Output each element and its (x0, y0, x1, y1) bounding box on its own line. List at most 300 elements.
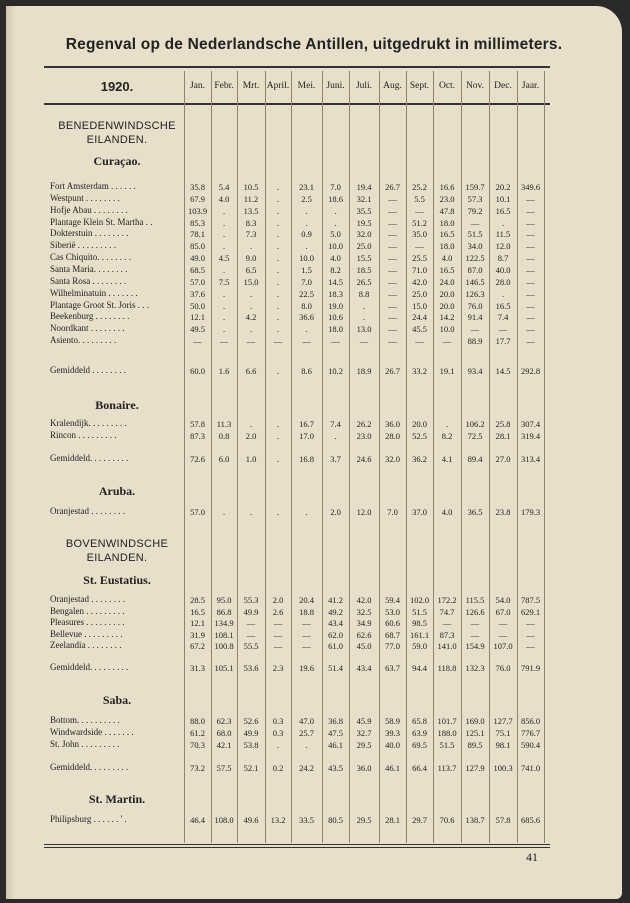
average-row-cell: 100.3 (493, 763, 513, 773)
average-row-cell: 105.1 (214, 663, 234, 673)
station-row-cell: 25.2 (412, 182, 427, 192)
station-row-cell: 41.2 (328, 595, 343, 605)
station-row-cell: 10.5 (243, 182, 259, 192)
station-row-cell: 36.0 (385, 419, 400, 429)
column-header: Nov. (465, 81, 485, 91)
station-row-cell: . (222, 229, 226, 239)
station-row-cell: 12.1 (190, 618, 205, 628)
station-row-cell: 776.7 (520, 728, 541, 738)
station-row-cell: 49.2 (328, 607, 343, 617)
average-row-cell: 24.6 (356, 454, 372, 464)
station-row-cell: 4.2 (245, 312, 257, 322)
station-row-cell: 17.7 (495, 336, 511, 346)
station-row-cell: . (276, 312, 280, 322)
column-header: April. (266, 81, 290, 91)
station-row-cell: — (498, 324, 508, 334)
station-row-label: Windwardside . . . . . . . (50, 727, 134, 737)
station-row-cell: 18.6 (328, 194, 343, 204)
station-row-label: St. John . . . . . . . . . (50, 739, 120, 749)
station-row-cell: 7.0 (330, 182, 341, 192)
station-row-cell: 50.0 (190, 301, 205, 311)
station-row-cell: 51.5 (467, 229, 483, 239)
station-row-cell: 26.7 (385, 182, 400, 192)
station-row-cell: 70.6 (439, 815, 455, 825)
page-title: Regenval op de Nederlandsche Antillen, uitgedrukt in millimeters. (65, 36, 563, 53)
station-row-cell: 47.5 (328, 728, 343, 738)
station-row-cell: — (526, 312, 535, 322)
station-row-cell: 4.0 (330, 253, 341, 263)
station-row-cell: 11.2 (243, 194, 259, 204)
station-row-cell: 62.3 (216, 716, 232, 726)
island-heading: St. Martin. (88, 792, 146, 806)
station-row-cell: — (498, 630, 508, 640)
average-row-cell: 791.9 (520, 663, 541, 673)
station-row-cell: . (276, 265, 280, 275)
average-row-cell: 14.5 (495, 366, 511, 376)
station-row-cell: — (470, 618, 480, 628)
station-row-cell: 11.5 (495, 229, 511, 239)
station-row-cell: — (442, 618, 452, 628)
station-row-label: Asiento. . . . . . . . . (50, 335, 117, 345)
page-edge (6, 6, 16, 899)
island-heading: St. Eustatius. (83, 573, 151, 587)
station-row-cell: — (526, 218, 535, 228)
station-row-cell: 14.5 (328, 277, 343, 287)
average-row-cell: 8.6 (301, 366, 312, 376)
station-row-cell: 68.0 (216, 728, 232, 738)
station-row-cell: 80.5 (328, 815, 343, 825)
station-row-cell: 8.3 (245, 218, 257, 228)
station-row-cell: — (442, 336, 452, 346)
station-row-cell: 28.1 (385, 815, 400, 825)
average-row-cell: 72.6 (190, 454, 205, 464)
station-row-cell: 2.0 (330, 507, 341, 517)
station-row-cell: 629.1 (520, 607, 541, 617)
station-row-cell: — (388, 289, 397, 299)
station-row-cell: 13.5 (243, 206, 259, 216)
station-row-cell: 40.0 (495, 265, 511, 275)
station-row-cell: 18.0 (328, 324, 343, 334)
station-row-cell: 47.8 (439, 206, 455, 216)
station-row-cell: . (249, 507, 253, 517)
station-row-cell: 35.5 (356, 206, 372, 216)
station-row-cell: 52.6 (243, 716, 259, 726)
average-row-cell: 57.5 (216, 763, 232, 773)
station-row-cell: 18.8 (299, 607, 314, 617)
station-row-cell: 51.2 (412, 218, 427, 228)
average-row-cell: 24.2 (299, 763, 314, 773)
average-row-cell: 313.4 (520, 454, 541, 464)
average-row-cell: 66.4 (412, 763, 427, 773)
station-row-cell: 25.0 (356, 241, 372, 251)
station-row-cell: — (246, 630, 256, 640)
station-row-cell: . (276, 277, 280, 287)
column-header: Oct. (438, 81, 456, 91)
station-row-cell: 127.7 (493, 716, 513, 726)
station-row-cell: — (388, 336, 397, 346)
station-row-cell: 12.1 (190, 312, 205, 322)
column-rule (544, 71, 545, 843)
station-row-cell: 134.9 (214, 618, 234, 628)
station-row-cell: 28.0 (495, 277, 511, 287)
column-header: Sept. (409, 81, 430, 91)
station-row-cell: 19.0 (328, 301, 343, 311)
station-row-cell: . (305, 206, 308, 216)
average-row-cell: 127.9 (465, 763, 485, 773)
station-row-label: Hofje Abau . . . . . . . . (50, 205, 128, 215)
station-row-cell: 37.0 (412, 507, 427, 517)
station-row-cell: 4.0 (441, 507, 453, 517)
average-row-cell: 43.5 (328, 763, 343, 773)
station-row-cell: 2.0 (245, 431, 257, 441)
station-row-cell: . (276, 301, 280, 311)
station-row-cell: 146.5 (465, 277, 485, 287)
station-row-cell: 60.6 (385, 618, 400, 628)
bottom-rule-double (44, 847, 550, 848)
station-row-cell: . (276, 419, 280, 429)
station-row-cell: 69.5 (412, 740, 427, 750)
station-row-cell: 161.1 (409, 630, 430, 640)
station-row-label: Philipsburg . . . . . . ' . (50, 814, 127, 824)
station-row-cell: 36.5 (467, 507, 483, 517)
station-row-label: Santa Rosa . . . . . . . . (50, 276, 127, 286)
station-row-cell: 12.0 (356, 507, 372, 517)
station-row-cell: . (501, 289, 505, 299)
station-row-cell: 172.2 (437, 595, 457, 605)
station-row-cell: 16.5 (495, 301, 511, 311)
station-row-cell: 23.0 (439, 194, 455, 204)
station-row-cell: 20.2 (495, 182, 511, 192)
station-row-cell: 19.5 (356, 218, 372, 228)
station-row-cell: 10.0 (299, 253, 314, 263)
station-row-cell: 12.0 (495, 241, 511, 251)
station-row-cell: 55.3 (243, 595, 259, 605)
station-row-cell: — (331, 336, 340, 346)
average-row-label: Gemiddeld. . . . . . . . . (50, 662, 129, 672)
station-row-cell: . (276, 740, 280, 750)
station-row-cell: 0.9 (301, 229, 312, 239)
station-row-cell: 87.3 (439, 630, 455, 640)
average-row-cell: 6.6 (245, 366, 257, 376)
station-row-cell: . (305, 218, 308, 228)
column-header: Juli. (355, 81, 373, 91)
station-row-cell: — (388, 241, 397, 251)
station-row-cell: . (276, 507, 280, 517)
station-row-cell: 40.0 (385, 740, 400, 750)
bottom-rule (44, 844, 550, 845)
station-row-cell: 31.9 (190, 630, 205, 640)
station-row-label: Cas Chiquito. . . . . . . . (50, 252, 132, 262)
station-row-cell: 57.0 (190, 277, 205, 287)
station-row-label: Bottom. . . . . . . . . . (50, 715, 120, 725)
island-heading: Bonaire. (95, 398, 139, 412)
station-row-cell: 78.1 (190, 229, 205, 239)
average-row-cell: 26.7 (385, 366, 400, 376)
station-row-cell: 57.8 (495, 815, 511, 825)
station-row-label: Rincon . . . . . . . . . (50, 430, 117, 440)
station-row-cell: 20.0 (439, 289, 455, 299)
station-row-cell: 62.0 (328, 630, 343, 640)
station-row-cell: 85.0 (190, 241, 205, 251)
column-header: Aug. (383, 81, 402, 91)
station-row-label: Dokterstuin . . . . . . . . (50, 228, 129, 238)
average-row-cell: 51.4 (328, 663, 343, 673)
station-row-cell: 16.5 (439, 265, 455, 275)
station-row-cell: 42.0 (412, 277, 427, 287)
station-row-cell: 6.5 (245, 265, 257, 275)
station-row-cell: . (334, 431, 337, 441)
station-row-cell: 8.8 (358, 289, 370, 299)
station-row-cell: — (526, 324, 535, 334)
station-row-cell: . (334, 218, 337, 228)
station-row-cell: 15.5 (356, 253, 372, 263)
station-row-cell: 77.0 (385, 641, 400, 651)
station-row-cell: 1.5 (301, 265, 312, 275)
station-row-cell: 62.6 (356, 630, 372, 640)
station-row-cell: 169.0 (465, 716, 485, 726)
station-row-cell: . (276, 206, 280, 216)
station-row-cell: 49.9 (243, 607, 259, 617)
island-heading: Aruba. (98, 484, 136, 498)
station-row-cell: 2.0 (272, 595, 284, 605)
station-row-label: Beekenburg . . . . . . . . (50, 311, 130, 321)
station-row-cell: 75.1 (495, 728, 511, 738)
station-row-cell: 89.5 (467, 740, 483, 750)
station-row-cell: 18.3 (328, 289, 343, 299)
station-row-cell: . (276, 431, 280, 441)
station-row-cell: — (498, 618, 508, 628)
average-row-cell: 113.7 (437, 763, 457, 773)
station-row-cell: 47.0 (299, 716, 314, 726)
station-row-cell: — (388, 206, 397, 216)
station-row-cell: 4.5 (218, 253, 230, 263)
average-row-cell: 2.3 (272, 663, 284, 673)
average-row-cell: 89.4 (467, 454, 483, 464)
station-row-cell: — (273, 641, 283, 651)
station-row-cell: — (526, 641, 535, 651)
station-row-cell: 32.1 (356, 194, 372, 204)
station-row-cell: 45.5 (412, 324, 427, 334)
station-row-cell: 787.5 (520, 595, 541, 605)
average-row-cell: 76.0 (495, 663, 511, 673)
average-row-cell: 1.0 (245, 454, 257, 464)
station-row-cell: 32.5 (356, 607, 372, 617)
top-rule (44, 66, 550, 68)
station-row-cell: . (249, 324, 253, 334)
station-row-cell: . (222, 301, 226, 311)
station-row-cell: 100.8 (214, 641, 234, 651)
station-row-cell: 26.5 (356, 277, 372, 287)
station-row-cell: 16.5 (190, 607, 205, 617)
average-row-cell: . (276, 366, 280, 376)
station-row-cell: 53.8 (243, 740, 259, 750)
station-row-cell: 126.3 (465, 289, 485, 299)
station-row-cell: 20.0 (439, 301, 455, 311)
average-row-cell: 16.8 (299, 454, 314, 464)
station-row-cell: 25.0 (412, 289, 427, 299)
station-row-cell: 0.8 (218, 431, 230, 441)
average-row-cell: 36.0 (356, 763, 372, 773)
station-row-label: Westpunt . . . . . . . . (50, 193, 120, 203)
station-row-cell: 7.0 (387, 507, 398, 517)
station-row-cell: — (415, 206, 424, 216)
station-row-cell: 58.9 (385, 716, 400, 726)
station-row-cell: . (222, 312, 226, 322)
station-row-cell: 18.5 (356, 265, 372, 275)
station-row-cell: . (305, 241, 308, 251)
station-row-cell: 35.0 (412, 229, 427, 239)
station-row-cell: 103.9 (187, 206, 208, 216)
station-row-cell: 86.8 (216, 607, 232, 617)
average-row-cell: 33.2 (412, 366, 427, 376)
station-row-cell: — (302, 618, 311, 628)
station-row-cell: 18.0 (439, 241, 455, 251)
station-row-cell: 72.5 (467, 431, 483, 441)
station-row-cell: 98.5 (412, 618, 427, 628)
average-row-cell: 31.3 (190, 663, 205, 673)
station-row-cell: . (276, 253, 280, 263)
station-row-cell: 95.0 (216, 595, 232, 605)
station-row-cell: 19.4 (356, 182, 372, 192)
station-row-cell: 29.5 (356, 815, 372, 825)
station-row-label: Santa Maria. . . . . . . . (50, 264, 128, 274)
station-row-cell: — (526, 253, 535, 263)
average-row-cell: 94.4 (412, 663, 427, 673)
station-row-cell: — (388, 301, 397, 311)
station-row-cell: 46.4 (190, 815, 205, 825)
station-row-cell: 7.0 (301, 277, 312, 287)
average-row-label: Gemiddeld. . . . . . . . . (50, 762, 129, 772)
station-row-cell: . (276, 182, 280, 192)
station-row-cell: — (388, 194, 397, 204)
station-row-cell: — (388, 229, 397, 239)
average-row-cell: 10.2 (328, 366, 343, 376)
station-row-cell: . (249, 289, 253, 299)
station-row-cell: — (302, 641, 311, 651)
station-row-cell: 65.8 (412, 716, 427, 726)
station-row-cell: . (305, 507, 308, 517)
station-row-cell: . (276, 289, 280, 299)
station-row-cell: . (362, 312, 366, 322)
station-row-cell: 88.0 (190, 716, 205, 726)
station-row-cell: 34.0 (467, 241, 483, 251)
average-row-cell: 73.2 (190, 763, 205, 773)
station-row-cell: . (222, 241, 226, 251)
average-row-cell: 6.0 (218, 454, 230, 464)
average-row-cell: 60.0 (190, 366, 205, 376)
station-row-cell: 23.8 (495, 507, 511, 517)
column-header: Jan. (189, 81, 206, 91)
station-row-cell: 67.9 (190, 194, 205, 204)
station-row-cell: 154.9 (465, 641, 485, 651)
station-row-cell: 32.0 (356, 229, 372, 239)
station-row-cell: 25.8 (495, 419, 511, 429)
average-row-cell: 52.1 (243, 763, 259, 773)
station-row-label: Wilhelminatuin . . . . . . . (50, 288, 138, 298)
station-row-cell: 57.3 (467, 194, 483, 204)
station-row-cell: 24.4 (412, 312, 427, 322)
station-row-cell: — (246, 618, 256, 628)
station-row-cell: 307.4 (520, 419, 541, 429)
station-row-cell: 67.2 (190, 641, 205, 651)
station-row-cell: . (276, 194, 280, 204)
station-row-cell: 115.5 (465, 595, 485, 605)
station-row-label: Plantage Groot St. Joris . . . (50, 300, 149, 310)
average-row-cell: 3.7 (330, 454, 341, 464)
station-row-cell: 22.5 (299, 289, 314, 299)
station-row-label: Bellevue . . . . . . . . . (50, 629, 123, 639)
station-row-cell: . (334, 206, 337, 216)
station-row-cell: 42.1 (216, 740, 232, 750)
station-row-cell: . (445, 419, 449, 429)
station-row-cell: 106.2 (465, 419, 485, 429)
station-row-cell: — (193, 336, 202, 346)
station-row-cell: 188.0 (437, 728, 457, 738)
station-row-cell: — (388, 218, 397, 228)
station-row-cell: 7.3 (245, 229, 257, 239)
station-row-cell: 24.0 (439, 277, 455, 287)
station-row-cell: 23.0 (356, 431, 372, 441)
station-row-cell: 63.9 (412, 728, 427, 738)
station-row-cell: 8.0 (301, 301, 312, 311)
station-row-cell: 91.4 (467, 312, 483, 322)
station-row-cell: . (222, 265, 226, 275)
station-row-cell: 107.0 (493, 641, 513, 651)
station-row-cell: 46.1 (328, 740, 343, 750)
station-row-cell: 125.1 (465, 728, 485, 738)
station-row-cell: 20.4 (299, 595, 314, 605)
station-row-cell: 79.2 (467, 206, 483, 216)
average-row-cell: 741.0 (520, 763, 541, 773)
station-row-cell: — (526, 265, 535, 275)
station-row-cell: . (222, 324, 226, 334)
station-row-cell: . (362, 301, 366, 311)
station-row-cell: 138.7 (465, 815, 485, 825)
station-row-cell: 126.6 (465, 607, 485, 617)
station-row-cell: 5.5 (414, 194, 425, 204)
station-row-cell: 10.1 (495, 194, 511, 204)
station-row-cell: — (273, 336, 283, 346)
station-row-cell: 43.4 (328, 618, 343, 628)
station-row-label: Kralendijk. . . . . . . . . (50, 418, 127, 428)
station-row-cell: 37.6 (190, 289, 205, 299)
station-row-cell: . (276, 229, 280, 239)
station-row-label: Siberië . . . . . . . . . (50, 240, 116, 250)
station-row-cell: 0.3 (272, 716, 284, 726)
station-row-cell: — (526, 206, 535, 216)
station-row-cell: 8.2 (441, 431, 453, 441)
station-row-cell: 49.9 (243, 728, 259, 738)
station-row-cell: 74.7 (439, 607, 455, 617)
station-row-label: Oranjestad . . . . . . . . (50, 506, 125, 516)
station-row-cell: 23.1 (299, 182, 314, 192)
station-row-cell: 28.0 (385, 431, 400, 441)
station-row-cell: 49.5 (190, 324, 205, 334)
station-row-cell: 16.5 (495, 206, 511, 216)
station-row-cell: 54.0 (495, 595, 511, 605)
station-row-cell: — (302, 630, 311, 640)
station-row-cell: 53.0 (385, 607, 400, 617)
document-page (6, 6, 622, 899)
station-row-cell: . (305, 324, 308, 334)
station-row-cell: 15.0 (243, 277, 259, 287)
average-row-cell: 4.1 (441, 454, 453, 464)
section-heading: BOVENWINDSCHE EILANDEN. (65, 538, 169, 564)
station-row-label: Fort Amsterdam . . . . . . (50, 181, 136, 191)
station-row-cell: 2.6 (272, 607, 284, 617)
station-row-cell: . (249, 419, 253, 429)
station-row-cell: 8.7 (497, 253, 509, 263)
